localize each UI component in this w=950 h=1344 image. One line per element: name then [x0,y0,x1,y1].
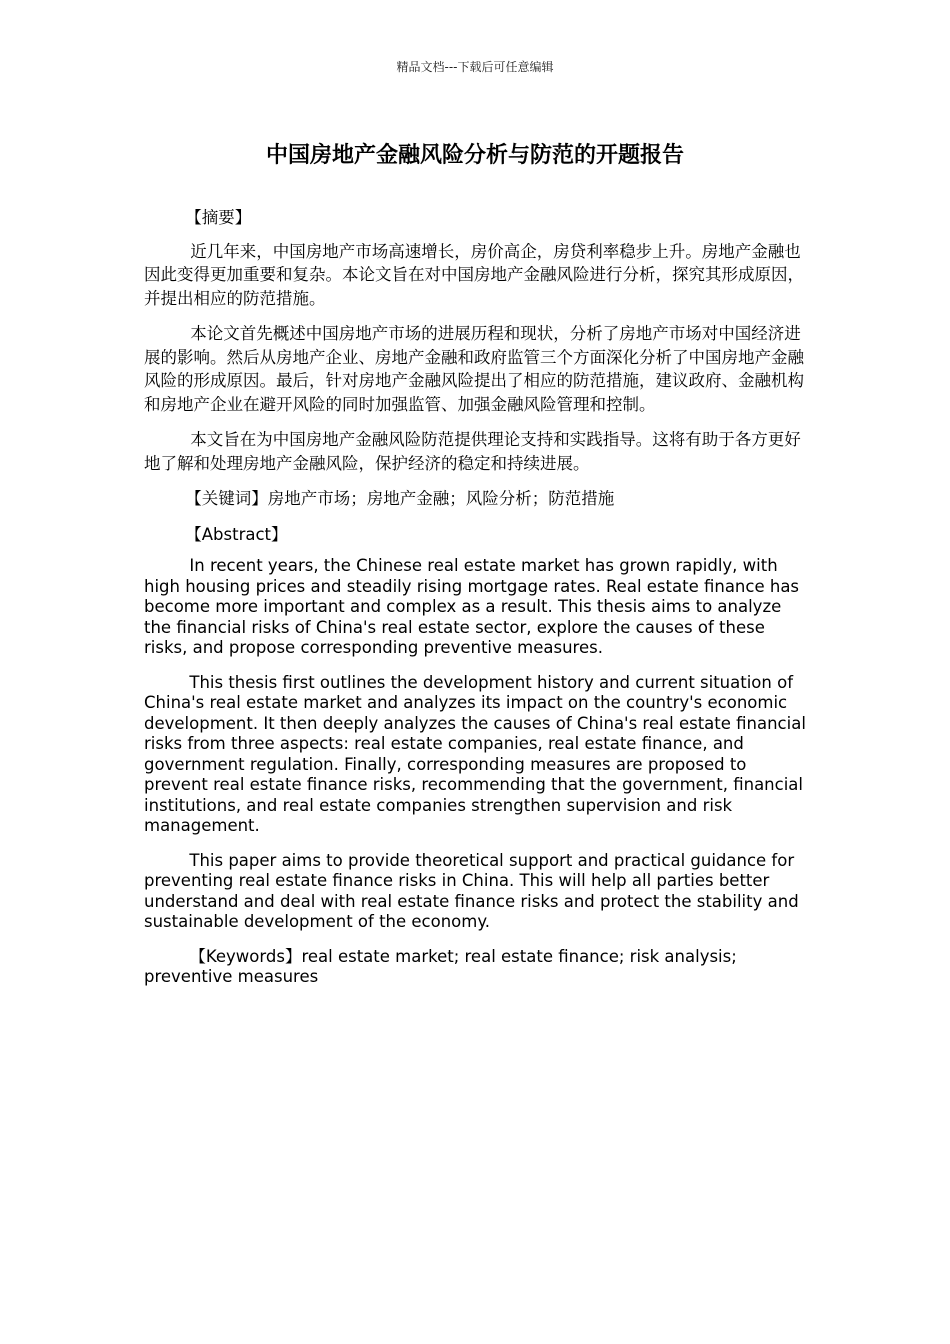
abstract-cn-heading: 【摘要】 [185,208,252,227]
document-title: 中国房地产金融风险分析与防范的开题报告 [265,143,684,168]
document-body [144,206,806,988]
abstract-cn-paragraph-1: 近几年来，中国房地产市场高速增长，房价高企，房贷利率稳步上升。房地产金融也因此变得更加重要和复杂。本论文旨在对中国房地产金融风险进行分析，探究其形成原因，并提出相应的防范措施。 [144,241,804,308]
abstract-en-paragraph-2: This thesis first outlines the development history and current situation of China's real estate market and analyzes its impact on the country's economic development. It then deeply analyzes the causes of China's real estate financial risks from three aspects: real estate companies, real estate finance, and government regulation. Finally, corresponding measures are proposed to prevent real estate finance risks, recommending that the government, financial institutions, and real estate companies strengthen supervision and risk management. [144,672,806,835]
abstract-en-paragraph-1: In recent years, the Chinese real estate market has grown rapidly, with high housing prices and steadily rising mortgage rates. Real estate finance has become more important and complex as a result. This thesis aims to analyze the financial risks of China's real estate sector, explore the causes of these risks, and propose corresponding preventive measures. [144,556,800,657]
abstract-cn-paragraph-2: 本论文首先概述中国房地产市场的进展历程和现状，分析了房地产市场对中国经济进展的影响。然后从房地产企业、房地产金融和政府监管三个方面深化分析了中国房地产金融风险的形成原因。最后，针对房地产金融风险提出了相应的防范措施，建议政府、金融机构和房地产企业在避开风险的同时加强监管、加强金融风险管理和控制。 [144,324,804,414]
abstract-en-keywords: 【Keywords】real estate market; real estate finance; risk analysis; preventive measures [144,946,737,986]
abstract-cn-paragraph-3: 本文旨在为中国房地产金融风险防范提供理论支持和实践指导。这将有助于各方更好地了解和处理房地产金融风险，保护经济的稳定和持续进展。 [144,430,801,473]
header-note: 精品文档---下载后可任意编辑 [396,60,554,74]
abstract-en-paragraph-3: This paper aims to provide theoretical support and practical guidance for preventing real estate finance risks in China. This will help all parties better understand and deal with real estate finance risks and protect the stability and sustainable development of the economy. [144,850,799,931]
abstract-cn-keywords: 【关键词】房地产市场；房地产金融；风险分析；防范措施 [185,489,615,508]
abstract-en-heading: 【Abstract】 [185,524,288,544]
